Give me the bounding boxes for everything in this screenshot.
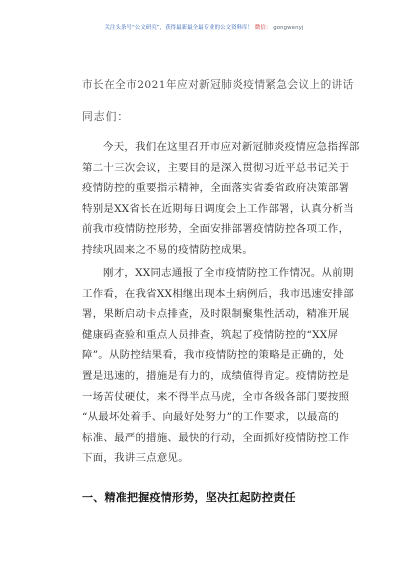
banner-wechat-id: gongwenyj	[273, 25, 304, 31]
paragraph-line: 置是迅速的，措施是有力的，成绩值得肯定。疫情防控是	[82, 369, 350, 382]
paragraph-line: 下面，我讲三点意见。	[82, 452, 189, 465]
paragraph-line: 署，果断启动卡点排查，及时限制聚集性活动，精准开展	[82, 308, 350, 321]
paragraph-line: 特别是XX省长在近期每日调度会上工作部署，认真分析当	[82, 202, 354, 215]
paragraph-2	[82, 263, 354, 469]
paragraph-line: 健康码查验和重点人员排查，筑起了疫情防控的“XX屏	[82, 328, 339, 341]
document-title: 市长在全市2021年应对新冠肺炎疫情紧急会议上的讲话	[82, 79, 354, 91]
section-heading: 一、精准把握疫情形势，坚决扛起防控责任	[82, 491, 296, 504]
paragraph-line: 疫情防控的重要指示精神，全面落实省委省政府决策部署	[82, 182, 350, 195]
paragraph-line: 标准、最严的措施、最快的行动，全面抓好疫情防控工作	[82, 431, 350, 444]
paragraph-1	[82, 137, 360, 261]
paragraph-line: 工作看，在我省XX相继出现本土病例后，我市迅速安排部	[82, 287, 354, 300]
salutation: 同志们：	[82, 110, 130, 123]
banner-text: 关注头条号“公文研究”，获得最新最全最专业的公文资料库！	[104, 25, 254, 31]
paragraph-line: 第二十三次会议，主要目的是深入贯彻习近平总书记关于	[82, 161, 350, 174]
paragraph-line: 一场苦仗硬仗，来不得半点马虎，全市各级各部门要按照	[82, 390, 350, 403]
paragraph-line: 障”。从防控结果看，我市疫情防控的策略是正确的，处	[82, 349, 345, 362]
paragraph-line: 今天，我们在这里召开市应对新冠肺炎疫情应急指挥部	[103, 141, 360, 153]
paragraph-line: “从最坏处着手、向最好处努力”的工作要求，以最高的	[82, 411, 340, 424]
paragraph-line: 前我市疫情防控形势，全面安排部署疫情防控各项工作，	[82, 223, 350, 236]
banner-wechat-label: 微信：	[254, 25, 272, 31]
paragraph-line: 持续巩固来之不易的疫情防控成果。	[82, 243, 254, 256]
promo-banner	[96, 24, 312, 32]
paragraph-line: 刚才，XX同志通报了全市疫情防控工作情况。从前期	[103, 267, 354, 279]
